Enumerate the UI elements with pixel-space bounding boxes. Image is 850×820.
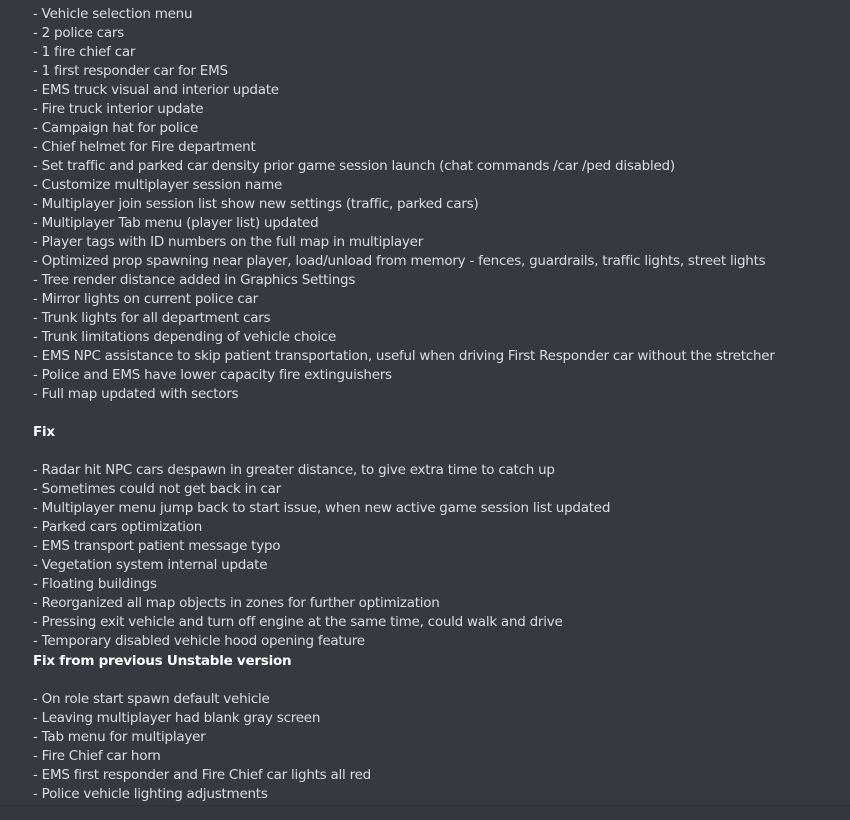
message-content xyxy=(33,5,833,804)
list-item: - Trunk lights for all department cars xyxy=(33,310,271,326)
list-item: - Pressing exit vehicle and turn off engine at the same time, could walk and drive xyxy=(33,614,563,630)
list-item: - Optimized prop spawning near player, load/unload from memory - fences, guardrails, traffic lights, street lights xyxy=(33,253,766,269)
list-item: - Player tags with ID numbers on the full map in multiplayer xyxy=(33,234,424,250)
list-item: - 2 police cars xyxy=(33,25,124,41)
list-item: - Vegetation system internal update xyxy=(33,557,268,573)
list-item: - Vehicle selection menu xyxy=(33,6,193,22)
list-item: - Sometimes could not get back in car xyxy=(33,481,281,497)
list-item: - Reorganized all map objects in zones for further optimization xyxy=(33,595,440,611)
list-item: - Trunk limitations depending of vehicle choice xyxy=(33,329,337,345)
list-item: - Fire Chief car horn xyxy=(33,748,161,764)
list-item: - Customize multiplayer session name xyxy=(33,177,283,193)
list-item: - Floating buildings xyxy=(33,576,157,592)
list-item: - Full map updated with sectors xyxy=(33,386,239,402)
fix-unstable-heading: Fix from previous Unstable version xyxy=(33,653,292,669)
list-item: - EMS NPC assistance to skip patient transportation, useful when driving First Responder car without the stretcher xyxy=(33,348,775,364)
fix-unstable-list xyxy=(33,690,833,804)
blank-line xyxy=(33,671,833,690)
list-item: - Police vehicle lighting adjustments xyxy=(33,786,268,802)
features-list xyxy=(33,5,833,404)
fix-heading: Fix xyxy=(33,424,55,440)
list-item: - Mirror lights on current police car xyxy=(33,291,258,307)
fix-list xyxy=(33,461,833,651)
list-item: - EMS first responder and Fire Chief car lights all red xyxy=(33,767,371,783)
list-item: - Multiplayer menu jump back to start issue, when new active game session list updated xyxy=(33,500,611,516)
list-item: - 1 fire chief car xyxy=(33,44,136,60)
list-item: - Tree render distance added in Graphics Settings xyxy=(33,272,356,288)
bottom-strip xyxy=(0,806,850,820)
blank-line xyxy=(33,404,833,423)
list-item: - Chief helmet for Fire department xyxy=(33,139,256,155)
list-item: - Campaign hat for police xyxy=(33,120,199,136)
list-item: - On role start spawn default vehicle xyxy=(33,691,270,707)
list-item: - EMS transport patient message typo xyxy=(33,538,281,554)
list-item: - Tab menu for multiplayer xyxy=(33,729,206,745)
list-item: - Parked cars optimization xyxy=(33,519,203,535)
list-item: - EMS truck visual and interior update xyxy=(33,82,279,98)
list-item: - Radar hit NPC cars despawn in greater distance, to give extra time to catch up xyxy=(33,462,555,478)
list-item: - Temporary disabled vehicle hood opening feature xyxy=(33,633,365,649)
list-item: - Multiplayer Tab menu (player list) updated xyxy=(33,215,319,231)
list-item: - Leaving multiplayer had blank gray screen xyxy=(33,710,321,726)
list-item: - 1 first responder car for EMS xyxy=(33,63,228,79)
list-item: - Multiplayer join session list show new settings (traffic, parked cars) xyxy=(33,196,479,212)
list-item: - Set traffic and parked car density prior game session launch (chat commands /car /ped disabled) xyxy=(33,158,675,174)
list-item: - Police and EMS have lower capacity fire extinguishers xyxy=(33,367,392,383)
blank-line xyxy=(33,442,833,461)
list-item: - Fire truck interior update xyxy=(33,101,204,117)
